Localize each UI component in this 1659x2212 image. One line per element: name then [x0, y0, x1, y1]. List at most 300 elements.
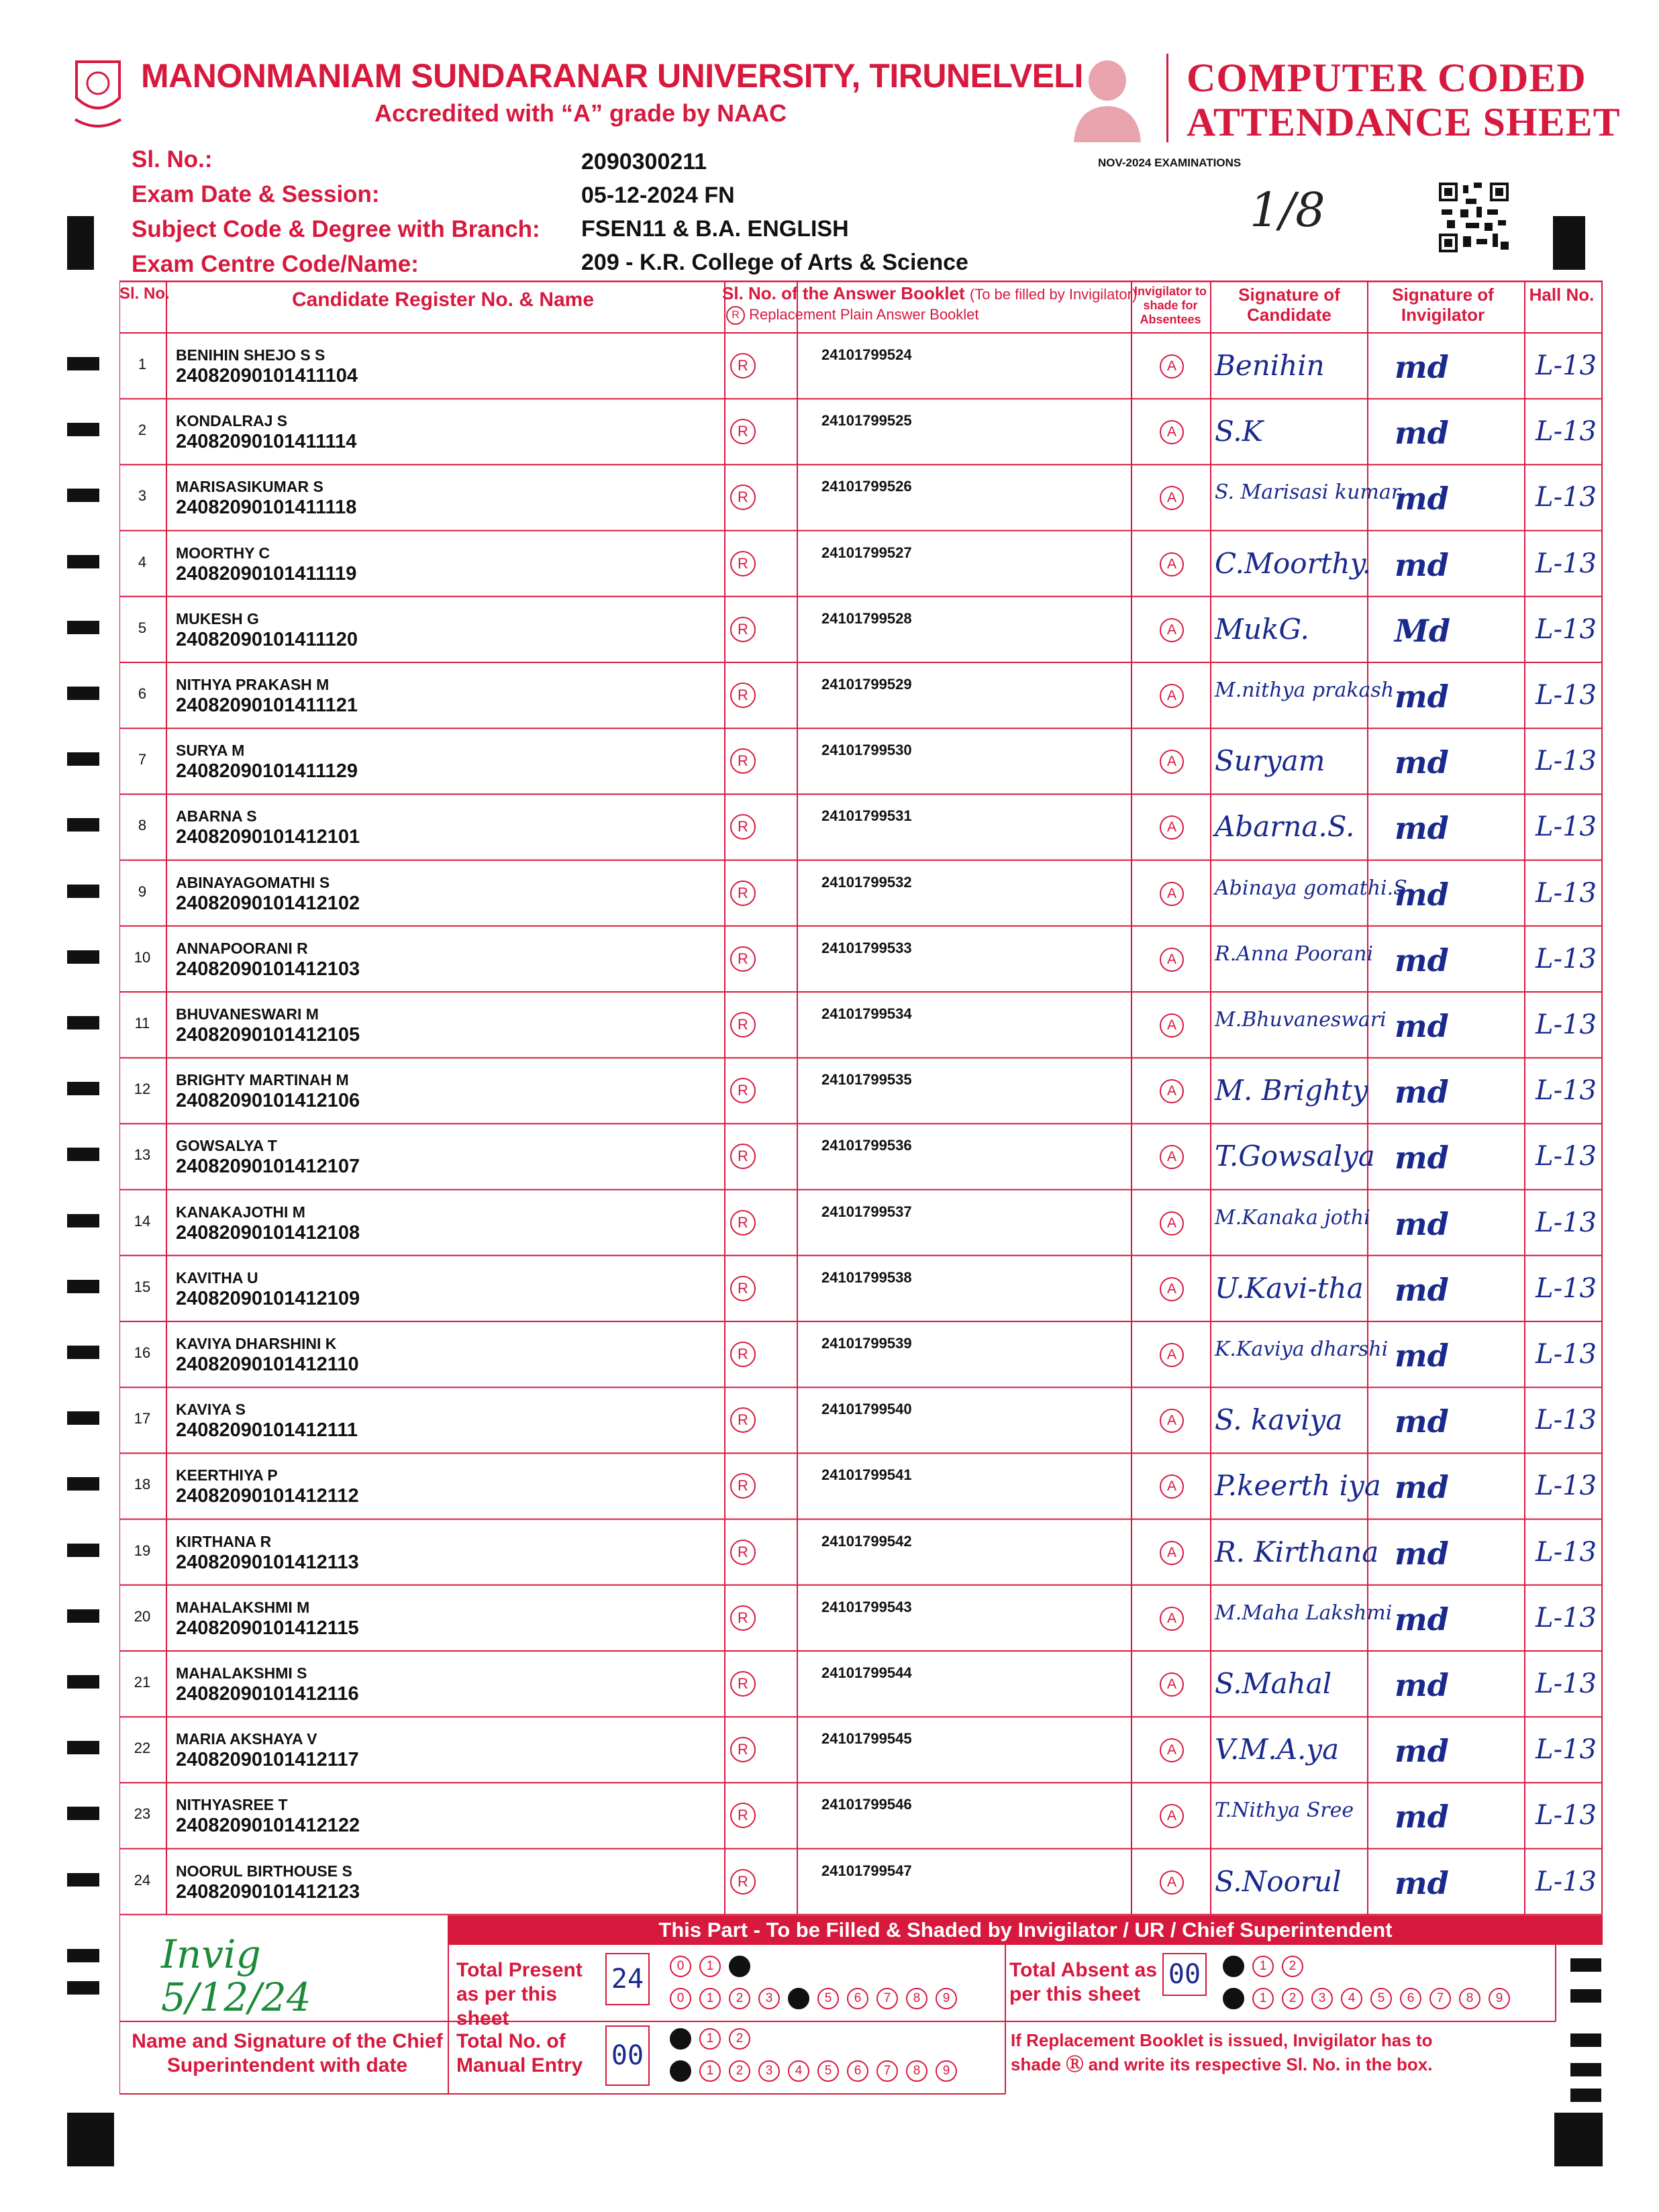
- absent-bubble[interactable]: A: [1160, 684, 1184, 708]
- candidate-signature: M.Maha Lakshmi: [1215, 1601, 1393, 1625]
- invigilator-signature: md: [1395, 744, 1449, 781]
- register-number: 24082090101412116: [176, 1683, 359, 1705]
- digit-bubble[interactable]: 8: [906, 1988, 927, 2009]
- table-row: [119, 1585, 1603, 1651]
- row-sl-no: 5: [138, 619, 147, 636]
- candidate-signature: S. Marisasi kumar.: [1215, 481, 1405, 505]
- table-row: [119, 1849, 1603, 1915]
- replacement-bubble[interactable]: R: [730, 551, 756, 576]
- invigilator-signature: md: [1395, 1008, 1449, 1044]
- hall-number: L-13: [1536, 1075, 1597, 1107]
- header-sig-candidate: Signature of Candidate: [1238, 285, 1340, 325]
- hall-number: L-13: [1536, 1536, 1597, 1568]
- replacement-bubble[interactable]: R: [730, 1737, 756, 1762]
- candidate-signature: MukG.: [1215, 612, 1309, 646]
- replacement-bubble[interactable]: R: [730, 748, 756, 774]
- digit-bubble[interactable]: 8: [906, 2060, 927, 2082]
- table-row: [119, 728, 1603, 794]
- hall-number: L-13: [1536, 1207, 1597, 1238]
- candidate-name: KAVIYA DHARSHINI K: [176, 1335, 337, 1352]
- digit-bubble[interactable]: 8: [1459, 1988, 1480, 2009]
- candidate-name: KONDALRAJ S: [176, 412, 288, 430]
- candidate-name: BRIGHTY MARTINAH M: [176, 1071, 349, 1089]
- row-sl-no: 6: [138, 685, 147, 702]
- table-row: [119, 1123, 1603, 1189]
- candidate-signature: T.Nithya Sree: [1215, 1799, 1354, 1823]
- table-row: [119, 531, 1603, 597]
- invigilator-signature: md: [1395, 1074, 1449, 1111]
- booklet-number: 24101799547: [821, 1862, 912, 1879]
- digit-bubble[interactable]: 2: [729, 1956, 750, 1977]
- row-sl-no: 17: [134, 1410, 151, 1427]
- candidate-name: NOORUL BIRTHOUSE S: [176, 1862, 352, 1880]
- digit-bubble[interactable]: 2: [729, 2028, 750, 2050]
- booklet-number: 24101799546: [821, 1796, 912, 1813]
- replacement-bubble[interactable]: R: [730, 1605, 756, 1631]
- booklet-number: 24101799539: [821, 1335, 912, 1352]
- booklet-number: 24101799535: [821, 1071, 912, 1089]
- row-sl-no: 24: [134, 1871, 151, 1889]
- header-booklet-main: Sl. No. of the Answer Booklet: [722, 283, 965, 303]
- timing-mark: [67, 1016, 99, 1029]
- digit-bubble[interactable]: 6: [847, 2060, 868, 2082]
- candidate-signature: P.keerth iya: [1215, 1469, 1381, 1503]
- replacement-bubble[interactable]: R: [730, 1342, 756, 1367]
- digit-bubble[interactable]: 7: [876, 2060, 898, 2082]
- replacement-bubble[interactable]: R: [730, 1078, 756, 1103]
- register-number: 24082090101411118: [176, 497, 357, 519]
- timing-mark: [67, 752, 99, 766]
- digit-bubble[interactable]: 3: [1311, 1988, 1333, 2009]
- timing-mark: [67, 1544, 99, 1557]
- table-row: [119, 992, 1603, 1058]
- digit-bubble[interactable]: 9: [936, 2060, 957, 2082]
- timing-mark: [67, 1082, 99, 1095]
- candidate-name: MAHALAKSHMI M: [176, 1598, 310, 1616]
- booklet-number: 24101799538: [821, 1268, 912, 1286]
- table-row: [119, 1058, 1603, 1123]
- absent-bubble[interactable]: A: [1160, 1870, 1184, 1895]
- candidate-signature: C.Moorthy.: [1215, 546, 1372, 580]
- candidate-signature: M. Brighty: [1215, 1074, 1368, 1107]
- register-number: 24082090101412110: [176, 1354, 359, 1375]
- timing-mark: [67, 621, 99, 634]
- digit-bubble[interactable]: 4: [1341, 1988, 1362, 2009]
- booklet-number: 24101799524: [821, 346, 912, 363]
- subject-value: FSEN11 & B.A. ENGLISH: [581, 216, 849, 242]
- replacement-note: [1011, 2028, 1440, 2076]
- digit-bubble[interactable]: 2: [1282, 1988, 1303, 2009]
- register-number: 24082090101412115: [176, 1617, 359, 1639]
- university-name: MANONMANIAM SUNDARANAR UNIVERSITY, TIRUNELVELI: [141, 57, 1083, 95]
- hall-number: L-13: [1536, 1602, 1597, 1633]
- table-row: [119, 1519, 1603, 1585]
- row-sl-no: 20: [134, 1607, 151, 1625]
- replacement-bubble[interactable]: R: [730, 881, 756, 906]
- qr-code: [1439, 183, 1509, 252]
- total-present-box[interactable]: 24: [605, 1953, 650, 2005]
- table-row: [119, 794, 1603, 860]
- register-number: 24082090101411104: [176, 365, 358, 387]
- invigilator-signature: md: [1395, 349, 1449, 385]
- absent-bubble[interactable]: A: [1160, 1211, 1184, 1236]
- candidate-name: ABINAYAGOMATHI S: [176, 873, 330, 891]
- accreditation: Accredited with “A” grade by NAAC: [374, 99, 787, 127]
- replacement-bubble[interactable]: R: [730, 1012, 756, 1038]
- register-number: 24082090101412106: [176, 1090, 360, 1112]
- absent-bubble[interactable]: A: [1160, 1474, 1184, 1499]
- hall-number: L-13: [1536, 1141, 1597, 1172]
- chief-signature: Invig 5/12/24: [161, 1931, 311, 2020]
- candidate-signature: U.Kavi-tha: [1215, 1271, 1364, 1305]
- absent-bubble[interactable]: A: [1160, 1343, 1184, 1367]
- candidate-signature: S.K: [1215, 415, 1264, 448]
- absent-bubble[interactable]: A: [1160, 354, 1184, 379]
- booklet-number: 24101799530: [821, 742, 912, 759]
- table-row: [119, 1453, 1603, 1519]
- candidate-name: KAVITHA U: [176, 1268, 258, 1287]
- digit-bubble[interactable]: 0: [670, 1988, 691, 2009]
- hall-number: L-13: [1536, 877, 1597, 909]
- header-sl-no: Sl. No.: [119, 285, 170, 303]
- invigilator-signature: md: [1395, 1205, 1449, 1242]
- invigilator-signature: md: [1395, 1338, 1449, 1374]
- row-sl-no: 13: [134, 1146, 151, 1164]
- header-candidate: Candidate Register No. & Name: [291, 289, 595, 311]
- row-sl-no: 10: [134, 948, 151, 966]
- hall-number: L-13: [1536, 811, 1597, 843]
- digit-bubble[interactable]: 1: [1252, 1956, 1274, 1977]
- digit-bubble[interactable]: 9: [936, 1988, 957, 2009]
- centre-value: 209 - K.R. College of Arts & Science: [581, 250, 968, 275]
- table-row: [119, 1190, 1603, 1256]
- timing-mark: [67, 1675, 99, 1689]
- booklet-number: 24101799531: [821, 807, 912, 825]
- replacement-bubble[interactable]: R: [730, 1869, 756, 1895]
- digit-bubble[interactable]: 3: [758, 2060, 780, 2082]
- digit-bubble[interactable]: 5: [817, 2060, 839, 2082]
- register-number: 24082090101412101: [176, 826, 360, 848]
- register-number: 24082090101411121: [176, 695, 358, 716]
- candidate-name: KAVIYA S: [176, 1401, 246, 1419]
- total-absent-box[interactable]: 00: [1162, 1953, 1207, 1996]
- row-sl-no: 7: [138, 751, 147, 768]
- row-sl-no: 14: [134, 1212, 151, 1229]
- replacement-bubble[interactable]: R: [730, 946, 756, 972]
- candidate-name: MARIA AKSHAYA V: [176, 1730, 317, 1748]
- chief-label-text: Name and Signature of the Chief Superintendent with date: [132, 2030, 443, 2076]
- exam-date-value: 05-12-2024 FN: [581, 183, 735, 208]
- replacement-bubble[interactable]: R: [730, 419, 756, 444]
- hall-number: L-13: [1536, 482, 1597, 513]
- invigilator-signature: md: [1395, 1733, 1449, 1770]
- invigilator-signature: md: [1395, 481, 1449, 517]
- absent-bubble[interactable]: A: [1160, 1277, 1184, 1301]
- candidate-name: MARISASIKUMAR S: [176, 478, 323, 496]
- replacement-bubble[interactable]: R: [730, 485, 756, 510]
- candidate-signature: T.Gowsalya: [1215, 1140, 1375, 1173]
- row-sl-no: 3: [138, 487, 147, 505]
- digit-bubble[interactable]: 4: [788, 1988, 809, 2009]
- candidate-name: KIRTHANA R: [176, 1532, 272, 1550]
- absent-bubble[interactable]: A: [1160, 1672, 1184, 1697]
- timing-mark: [67, 1741, 99, 1754]
- row-sl-no: 15: [134, 1278, 151, 1295]
- booklet-number: 24101799527: [821, 544, 912, 561]
- digit-bubble[interactable]: 1: [699, 2060, 721, 2082]
- table-row: [119, 1782, 1603, 1848]
- sheet-title-line1: COMPUTER CODED: [1187, 56, 1587, 100]
- timing-mark: [67, 1477, 99, 1491]
- absent-bubble[interactable]: A: [1160, 815, 1184, 840]
- replacement-bubble[interactable]: R: [730, 1144, 756, 1169]
- candidate-signature: Suryam: [1215, 744, 1325, 778]
- invigilator-signature: md: [1395, 415, 1449, 452]
- candidate-name: MAHALAKSHMI S: [176, 1664, 307, 1682]
- absent-bubble[interactable]: A: [1160, 618, 1184, 642]
- candidate-name: SURYA M: [176, 742, 245, 760]
- register-number: 24082090101412108: [176, 1221, 360, 1244]
- row-sl-no: 22: [134, 1740, 151, 1757]
- timing-mark: [67, 1411, 99, 1425]
- absent-bubble[interactable]: A: [1160, 1145, 1184, 1169]
- table-row: [119, 926, 1603, 992]
- table-row: [119, 464, 1603, 530]
- hall-number: L-13: [1536, 548, 1597, 579]
- invigilator-signature: md: [1395, 1140, 1449, 1176]
- digit-bubble[interactable]: 3: [758, 1988, 780, 2009]
- replacement-bubble[interactable]: R: [730, 1803, 756, 1828]
- absent-bubble[interactable]: A: [1160, 1804, 1184, 1828]
- header-booklet-replacement-text: Replacement Plain Answer Booklet: [749, 306, 979, 323]
- digit-bubble[interactable]: 0: [670, 2028, 691, 2050]
- hall-number: L-13: [1536, 1339, 1597, 1370]
- booklet-number: 24101799536: [821, 1137, 912, 1154]
- corner-mark-top-right: [1553, 216, 1585, 270]
- invigilator-signature: Md: [1395, 612, 1451, 649]
- hall-number: L-13: [1536, 613, 1597, 645]
- university-logo: [70, 58, 126, 133]
- absent-bubble[interactable]: A: [1160, 1738, 1184, 1762]
- register-number: 24082090101412103: [176, 958, 360, 980]
- digit-bubble[interactable]: 1: [699, 1988, 721, 2009]
- register-number: 24082090101412112: [176, 1485, 359, 1507]
- replacement-bubble[interactable]: R: [730, 1671, 756, 1697]
- candidate-signature: M.Bhuvaneswari: [1215, 1008, 1387, 1032]
- timing-mark: [67, 1214, 99, 1227]
- candidate-signature: S.Noorul: [1215, 1864, 1342, 1898]
- digit-bubble[interactable]: 0: [1223, 1988, 1244, 2009]
- table-row: [119, 662, 1603, 728]
- row-sl-no: 16: [134, 1344, 151, 1361]
- row-sl-no: 4: [138, 553, 147, 570]
- timing-mark: [67, 885, 99, 898]
- invigilator-signature: md: [1395, 942, 1449, 978]
- absent-bubble[interactable]: A: [1160, 486, 1184, 510]
- register-number: 24082090101412109: [176, 1287, 360, 1309]
- absent-bubble[interactable]: A: [1160, 948, 1184, 972]
- timing-mark: [67, 1949, 99, 1962]
- register-number: 24082090101411120: [176, 628, 358, 650]
- total-present-label: Total Present as per this sheet: [456, 1959, 583, 2029]
- timing-mark: [67, 555, 99, 568]
- row-sl-no: 9: [138, 883, 147, 900]
- candidate-name: MOORTHY C: [176, 544, 270, 562]
- absent-bubble[interactable]: A: [1160, 1013, 1184, 1038]
- candidate-signature: Abinaya gomathi.S: [1215, 876, 1407, 900]
- hall-number: L-13: [1536, 1009, 1597, 1040]
- hall-number: L-13: [1536, 1405, 1597, 1436]
- sl-no-value: 2090300211: [581, 149, 707, 174]
- booklet-number: 24101799525: [821, 412, 912, 430]
- candidate-name: ABARNA S: [176, 807, 257, 825]
- hall-number: L-13: [1536, 680, 1597, 711]
- digit-bubble[interactable]: 0: [670, 1956, 691, 1977]
- digit-bubble[interactable]: 6: [847, 1988, 868, 2009]
- register-number: 24082090101412102: [176, 892, 360, 914]
- digit-bubble[interactable]: 1: [1252, 1988, 1274, 2009]
- row-sl-no: 23: [134, 1805, 151, 1823]
- table-row: [119, 1387, 1603, 1453]
- header-booklet: [722, 283, 1138, 304]
- invigilator-signature: md: [1395, 546, 1449, 583]
- founder-portrait: [1067, 54, 1148, 142]
- register-number: 24082090101412105: [176, 1024, 360, 1046]
- digit-bubble[interactable]: 1: [699, 1956, 721, 1977]
- timing-mark: [67, 1148, 99, 1161]
- digit-bubble[interactable]: 5: [817, 1988, 839, 2009]
- timing-mark: [67, 1981, 99, 1995]
- booklet-number: 24101799529: [821, 676, 912, 693]
- replacement-bubble[interactable]: R: [730, 1276, 756, 1301]
- booklet-number: 24101799544: [821, 1664, 912, 1681]
- absent-bubble[interactable]: A: [1160, 1607, 1184, 1631]
- absent-bubble[interactable]: A: [1160, 1409, 1184, 1433]
- booklet-number: 24101799541: [821, 1466, 912, 1484]
- hall-number: L-13: [1536, 416, 1597, 448]
- replacement-bubble[interactable]: R: [730, 1540, 756, 1565]
- replacement-bubble[interactable]: R: [730, 353, 756, 379]
- subject-label: Subject Code & Degree with Branch:: [132, 216, 540, 242]
- timing-mark: [67, 357, 99, 370]
- hall-number: L-13: [1536, 746, 1597, 777]
- digit-bubble[interactable]: 0: [670, 2060, 691, 2082]
- replacement-bubble[interactable]: R: [730, 617, 756, 642]
- register-number: 24082090101412122: [176, 1815, 360, 1837]
- digit-bubble[interactable]: 4: [788, 2060, 809, 2082]
- timing-mark: [67, 489, 99, 502]
- candidate-signature: R. Kirthana: [1215, 1535, 1379, 1568]
- digit-bubble[interactable]: 5: [1370, 1988, 1392, 2009]
- invigilator-signature: md: [1395, 1667, 1449, 1703]
- replacement-bubble[interactable]: R: [730, 1473, 756, 1499]
- corner-mark-bottom-right: [1554, 2113, 1603, 2166]
- hall-number: L-13: [1536, 1800, 1597, 1831]
- digit-bubble[interactable]: 2: [729, 1988, 750, 2009]
- replacement-bubble[interactable]: R: [730, 1407, 756, 1433]
- exam-date-label: Exam Date & Session:: [132, 181, 380, 207]
- booklet-number: 24101799526: [821, 478, 912, 495]
- replacement-bubble[interactable]: R: [730, 814, 756, 840]
- candidate-name: GOWSALYA T: [176, 1137, 277, 1155]
- candidate-name: BHUVANESWARI M: [176, 1005, 319, 1023]
- total-absent-label: Total Absent as per this sheet: [1009, 1959, 1158, 2005]
- absent-bubble[interactable]: A: [1160, 552, 1184, 576]
- table-row: [119, 860, 1603, 926]
- digit-bubble[interactable]: 9: [1489, 1988, 1510, 2009]
- absent-bubble[interactable]: A: [1160, 1541, 1184, 1565]
- hall-number: L-13: [1536, 943, 1597, 974]
- candidate-name: BENIHIN SHEJO S S: [176, 346, 325, 364]
- candidate-signature: Benihin: [1215, 349, 1325, 382]
- hall-number: L-13: [1536, 1272, 1597, 1304]
- register-number: 24082090101411129: [176, 760, 358, 783]
- digit-bubble[interactable]: 1: [699, 2028, 721, 2050]
- row-sl-no: 12: [134, 1080, 151, 1098]
- absent-bubble[interactable]: A: [1160, 882, 1184, 906]
- timing-mark: [67, 950, 99, 964]
- absent-bubble[interactable]: A: [1160, 420, 1184, 444]
- candidate-name: MUKESH G: [176, 609, 259, 627]
- timing-mark: [67, 818, 99, 832]
- manual-entry-label: Total No. of Manual Entry: [456, 2030, 583, 2076]
- booklet-number: 24101799543: [821, 1598, 912, 1615]
- digit-bubble[interactable]: 6: [1400, 1988, 1421, 2009]
- booklet-number: 24101799528: [821, 609, 912, 627]
- digit-bubble[interactable]: 0: [1223, 1956, 1244, 1977]
- booklet-number: 24101799532: [821, 873, 912, 891]
- replacement-note-text: If Replacement Booklet is issued, Invigilator has to shade Ⓡ and write its respective Sl. No. in the box.: [1011, 2030, 1433, 2074]
- absent-bubble[interactable]: A: [1160, 1079, 1184, 1103]
- register-number: 24082090101412107: [176, 1156, 360, 1178]
- invigilator-signature: md: [1395, 1271, 1449, 1308]
- table-row: [119, 333, 1603, 399]
- invigilator-signature: md: [1395, 1601, 1449, 1638]
- replacement-bubble[interactable]: R: [730, 1210, 756, 1236]
- replacement-symbol-icon: R: [726, 306, 745, 325]
- chief-superintendent-label: [126, 2029, 448, 2078]
- digit-bubble[interactable]: 2: [1282, 1956, 1303, 1977]
- digit-bubble[interactable]: 7: [1429, 1988, 1451, 2009]
- table-row: [119, 1717, 1603, 1782]
- booklet-number: 24101799537: [821, 1203, 912, 1220]
- invigilator-signature: md: [1395, 876, 1449, 913]
- hall-number: L-13: [1536, 1668, 1597, 1699]
- timing-mark: [67, 1280, 99, 1293]
- digit-bubble[interactable]: 2: [729, 2060, 750, 2082]
- timing-mark: [67, 1609, 99, 1623]
- candidate-signature: R.Anna Poorani: [1215, 942, 1374, 966]
- candidate-signature: M.Kanaka jothi: [1215, 1205, 1370, 1229]
- absent-bubble[interactable]: A: [1160, 750, 1184, 774]
- header-invigilator-shade: Invigilator to shade for Absentees: [1134, 285, 1207, 326]
- invigilator-signature: md: [1395, 1469, 1449, 1506]
- timing-mark: [67, 1807, 99, 1820]
- candidate-signature: S.Mahal: [1215, 1667, 1332, 1700]
- manual-entry-box[interactable]: 00: [605, 2025, 650, 2086]
- candidate-signature: K.Kaviya dharshi: [1215, 1338, 1389, 1361]
- replacement-bubble[interactable]: R: [730, 683, 756, 708]
- digit-bubble[interactable]: 7: [876, 1988, 898, 2009]
- sl-no-label: Sl. No.:: [132, 146, 213, 172]
- booklet-number: 24101799534: [821, 1005, 912, 1022]
- header-booklet-note: (To be filled by Invigilator): [969, 286, 1138, 303]
- invigilator-signature: md: [1395, 1535, 1449, 1572]
- timing-mark: [67, 1346, 99, 1359]
- header-hall-no: Hall No.: [1529, 285, 1595, 305]
- table-row: [119, 1321, 1603, 1387]
- candidate-signature: V.M.A.ya: [1215, 1733, 1340, 1766]
